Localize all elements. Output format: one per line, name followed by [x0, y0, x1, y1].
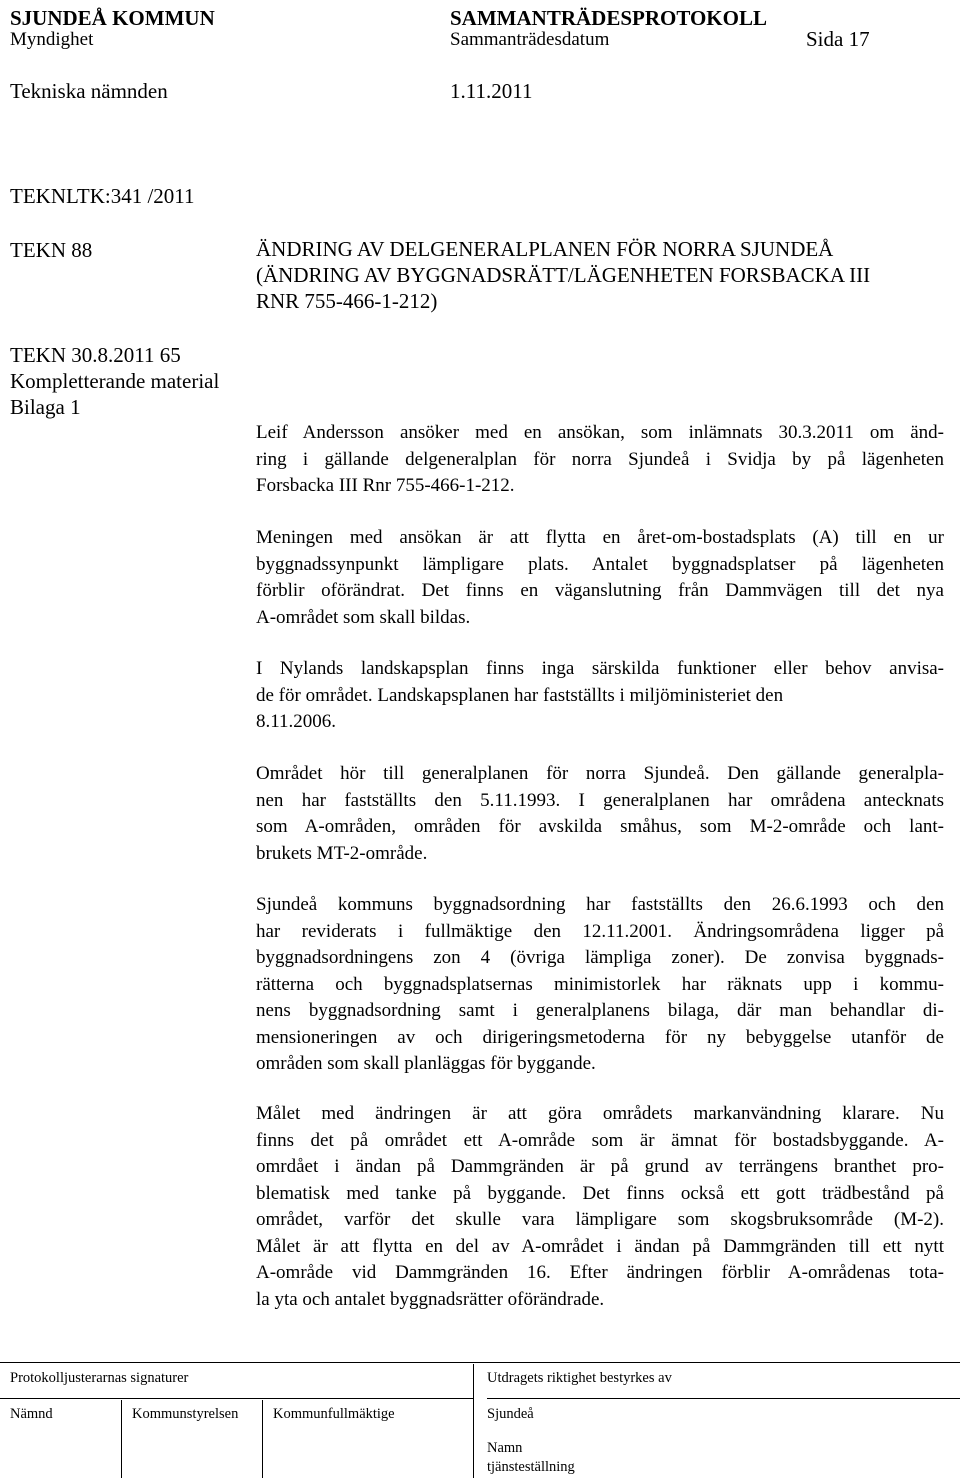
footer-column-kommunfullmaktige: Kommunfullmäktige — [273, 1406, 395, 1422]
text-line: la yta och antalet byggnadsrätter oförändrade. — [256, 1288, 605, 1310]
text-line: Meningen med ansökan är att flytta en året-om-bostadsplats (A) till en ur — [256, 527, 944, 548]
text-line: 8.11.2006. — [256, 711, 337, 732]
text-line: Sjundeå kommuns byggnadsordning har fastställts den 26.6.1993 och den — [256, 894, 944, 915]
text-line: Målet är att flytta en del av A-området i ändan på Dammgränden till ett nytt — [256, 1235, 944, 1257]
section-title-line: RNR 755-466-1-212) — [256, 289, 438, 313]
authority-label: Myndighet — [10, 29, 94, 50]
meeting-date: 1.11.2011 — [450, 79, 533, 103]
text-line: har reviderats i fullmäktige den 12.11.2001. Ändringsområdena ligger på — [256, 920, 944, 942]
previous-section-note: Kompletterande material — [10, 369, 220, 393]
text-line: brukets MT-2-område. — [256, 842, 428, 864]
paragraph-general-plan — [256, 761, 944, 867]
attachment-label: Bilaga 1 — [10, 395, 81, 419]
footer-column-kommunstyrelsen: Kommunstyrelsen — [132, 1406, 239, 1422]
section-number: TEKN 88 — [10, 238, 93, 262]
paragraph-building-ordinance — [256, 892, 944, 1078]
text-line: I Nylands landskapsplan finns inga särskilda funktioner eller behov anvisa- — [256, 658, 944, 679]
certification-label: Utdragets riktighet bestyrkes av — [487, 1370, 672, 1386]
paragraph-regional-plan — [256, 656, 944, 736]
section-title — [256, 236, 870, 314]
section-title-line: (ÄNDRING AV BYGGNADSRÄTT/LÄGENHETEN FORSBACKA III — [256, 263, 871, 287]
date-label: Sammanträdesdatum — [450, 29, 610, 50]
footer-certification-rule — [487, 1398, 960, 1399]
text-line: A-område vid Dammgränden 16. Efter ändringen förblir A-områdenas tota- — [256, 1262, 944, 1283]
text-line: ring i gällande delgeneralplan för norra Sjundeå i Svidja by på lägenheten — [256, 448, 944, 470]
document-type: SAMMANTRÄDESPROTOKOLL — [450, 6, 767, 30]
text-line: finns det på området ett A-område som är ämnat för bostadsbyggande. A- — [256, 1129, 944, 1151]
signatures-label: Protokolljusterarnas signaturer — [10, 1370, 189, 1386]
text-line: nen har fastställts den 5.11.1993. I generalplanen har områdena antecknats — [256, 789, 944, 811]
text-line: som A-områden, områden för avskilda småhus, som M-2-område och lant- — [256, 816, 944, 837]
text-line: området, varför det skulle vara lämpligare som skogsbruksområde (M-2). — [256, 1209, 944, 1230]
text-line: omrdået i ändan på Dammgränden är på grund av terrängens branthet pro- — [256, 1156, 944, 1177]
footer-title-label: tjänsteställning — [487, 1459, 575, 1475]
text-line: Forsbacka III Rnr 755-466-1-212. — [256, 475, 515, 496]
text-line: de för området. Landskapsplanen har fastställts i miljöministeriet den — [256, 684, 784, 706]
footer-place: Sjundeå — [487, 1406, 534, 1422]
text-line: byggnadsordningens zon 4 (övriga lämpliga zoner). De zonvisa byggnads- — [256, 947, 944, 968]
text-line: Målet med ändringen är att göra områdets markanvändning klarare. Nu — [256, 1103, 944, 1124]
text-line: byggnadssynpunkt lämpligare plats. Antalet byggnadsplatser på lägenheten — [256, 553, 944, 575]
case-reference: TEKNLTK:341 /2011 — [10, 184, 195, 208]
section-title-line: ÄNDRING AV DELGENERALPLANEN FÖR NORRA SJUNDEÅ — [256, 237, 834, 261]
footer-section-divider — [473, 1364, 474, 1478]
text-line: nens byggnadsordning samt i generalplanens bilaga, där man behandlar di- — [256, 1000, 944, 1021]
footer-column-divider — [121, 1400, 122, 1478]
paragraph-objective — [256, 1101, 944, 1313]
footer-signature-rule — [0, 1398, 473, 1399]
footer-column-divider — [262, 1400, 263, 1478]
previous-section-reference: TEKN 30.8.2011 65 — [10, 343, 181, 367]
text-line: rätterna och byggnadsplatsernas minimistorlek har räknats upp i kommu- — [256, 973, 944, 995]
footer-divider — [0, 1362, 960, 1363]
page-number: Sida 17 — [806, 27, 870, 51]
footer-column-namnd: Nämnd — [10, 1406, 53, 1422]
organization-name: SJUNDEÅ KOMMUN — [10, 6, 215, 30]
text-line: blematisk med tanke på byggande. Det finns också ett gott trädbestånd på — [256, 1182, 944, 1204]
authority-name: Tekniska nämnden — [10, 79, 168, 103]
text-line: förblir oförändrat. Det finns en väganslutning från Dammvägen till det nya — [256, 580, 944, 601]
text-line: Området hör till generalplanen för norra Sjundeå. Den gällande generalpla- — [256, 763, 944, 784]
text-line: A-området som skall bildas. — [256, 606, 471, 628]
text-line: Leif Andersson ansöker med en ansökan, som inlämnats 30.3.2011 om änd- — [256, 422, 944, 443]
footer-name-label: Namn — [487, 1440, 523, 1456]
paragraph-purpose — [256, 525, 944, 631]
paragraph-application — [256, 420, 944, 500]
text-line: mensioneringen av och dirigeringsmetoderna för ny bebyggelse utanför de — [256, 1026, 944, 1048]
text-line: områden som skall planläggas för byggande. — [256, 1053, 596, 1074]
